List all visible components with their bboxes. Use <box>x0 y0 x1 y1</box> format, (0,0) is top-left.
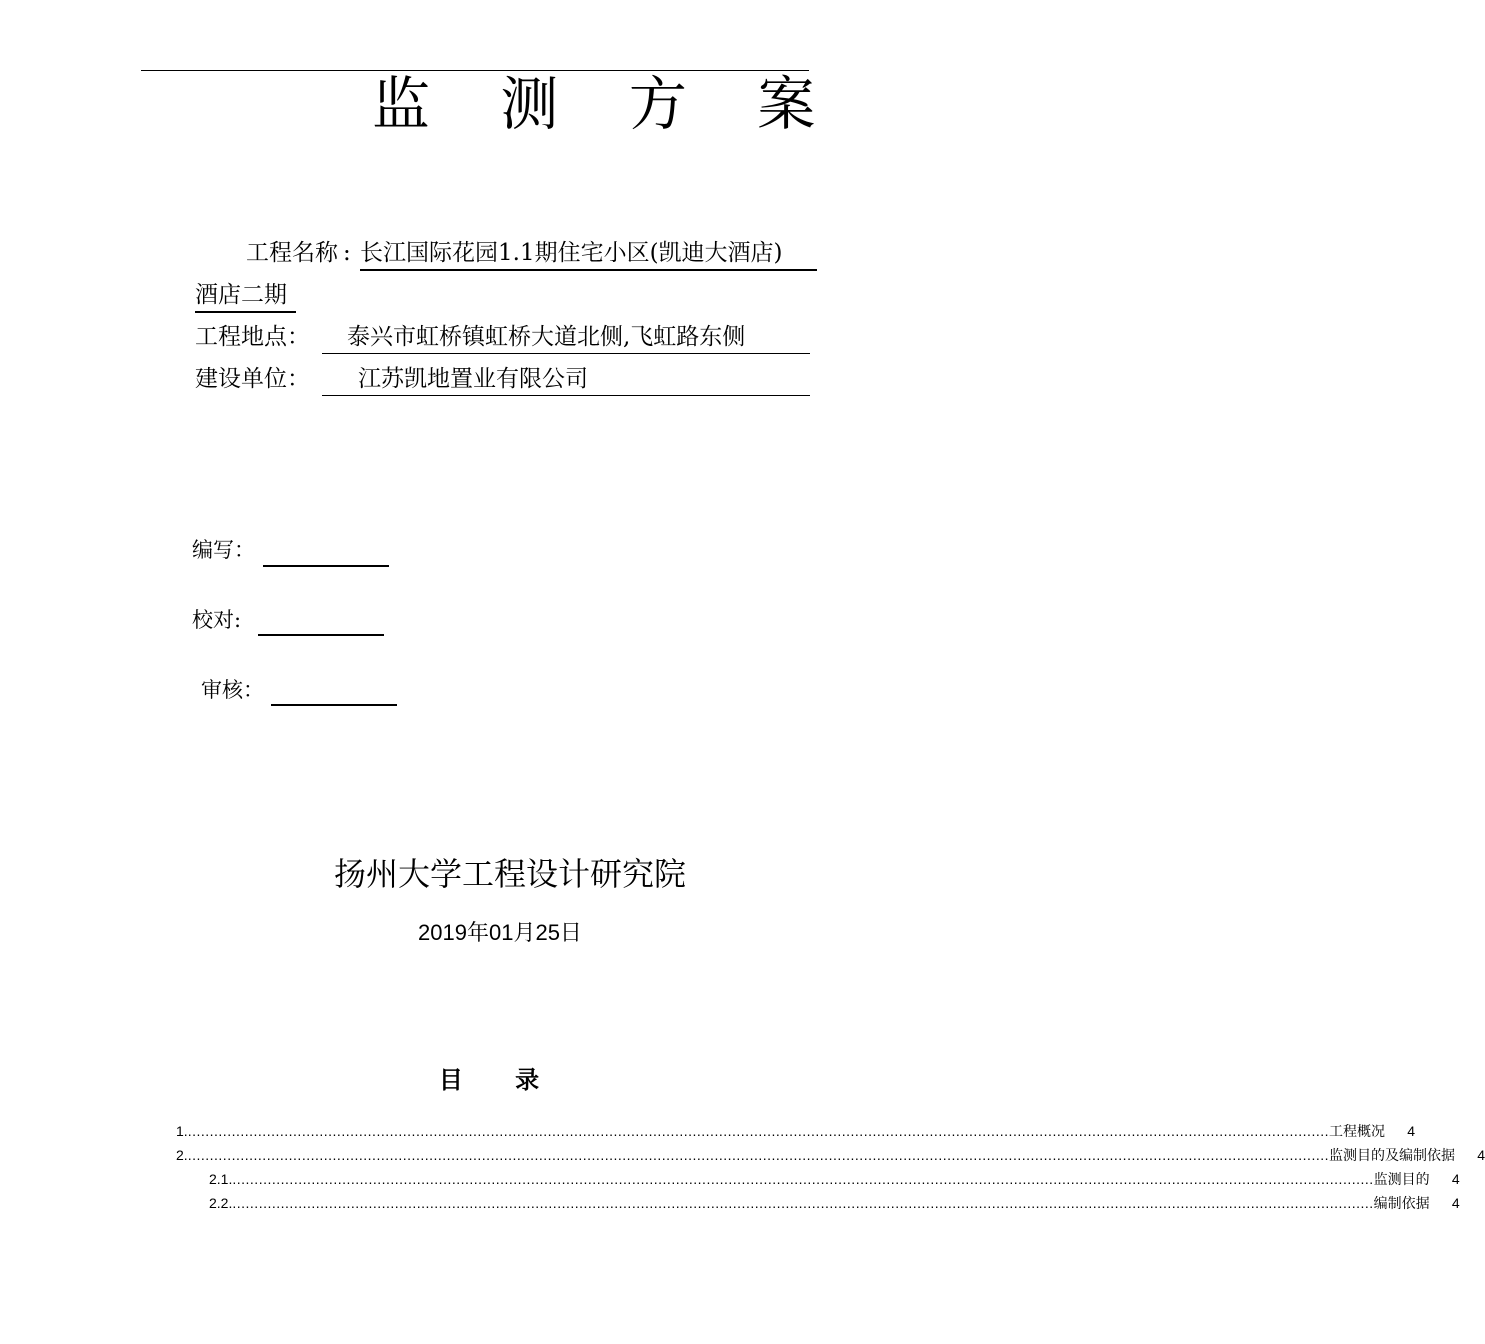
document-date: 2019年01月25日 <box>418 920 582 945</box>
project-owner-value: 江苏凯地置业有限公司 <box>358 366 588 392</box>
toc-entry-number: 2.1. <box>209 1171 233 1187</box>
document-title: 监 测 方 案 <box>372 70 842 138</box>
toc-leader-dots: .................................................................................................................................................................................................................................................................... <box>187 1123 1329 1139</box>
toc-entry[interactable] <box>176 1121 1415 1142</box>
project-name-label: 工程名称 <box>246 240 338 266</box>
toc-entry-title: 工程概况 <box>1329 1124 1385 1140</box>
project-location-field <box>322 322 810 354</box>
project-owner-field <box>322 364 810 396</box>
reviewer-label: 审核： <box>201 678 264 702</box>
toc-leader-dots: .................................................................................................................................................................................................................................................................... <box>232 1171 1374 1187</box>
toc-leader-dots: .................................................................................................................................................................................................................................................................... <box>187 1147 1329 1163</box>
toc-entry-number: 2. <box>176 1147 188 1163</box>
project-location-value: 泰兴市虹桥镇虹桥大道北侧,飞虹路东侧 <box>347 324 746 350</box>
toc-entry-page: 4 <box>1407 1123 1415 1139</box>
reviewer-signature-line <box>271 704 397 706</box>
project-name-separator: : <box>343 240 351 266</box>
writer-label: 编写： <box>192 538 255 562</box>
project-location-label: 工程地点： <box>195 324 310 350</box>
toc-entry[interactable] <box>209 1169 1460 1190</box>
project-name-value-line2: 酒店二期 <box>195 280 296 313</box>
toc-entry-number: 2.2. <box>209 1195 233 1211</box>
toc-entry[interactable] <box>209 1193 1460 1214</box>
project-name-value-line1: 长江国际花园1.1期住宅小区(凯迪大酒店) <box>360 238 817 271</box>
toc-leader-dots: .................................................................................................................................................................................................................................................................... <box>232 1195 1374 1211</box>
writer-signature-line <box>263 565 389 567</box>
institute-name: 扬州大学工程设计研究院 <box>333 855 686 893</box>
toc-entry-number: 1. <box>176 1123 188 1139</box>
toc-entry-page: 4 <box>1451 1171 1460 1187</box>
toc-entry-title: 监测目的及编制依据 <box>1329 1148 1455 1164</box>
toc-entry-title: 编制依据 <box>1373 1196 1430 1212</box>
toc-entry[interactable] <box>176 1145 1485 1166</box>
checker-label: 校对: <box>192 608 242 632</box>
checker-signature-line <box>258 634 384 636</box>
toc-heading: 目 录 <box>438 1066 562 1094</box>
toc-entry-title: 监测目的 <box>1373 1172 1430 1188</box>
project-owner-label: 建设单位： <box>195 366 310 392</box>
toc-entry-page: 4 <box>1477 1147 1485 1163</box>
toc-entry-page: 4 <box>1451 1195 1460 1211</box>
